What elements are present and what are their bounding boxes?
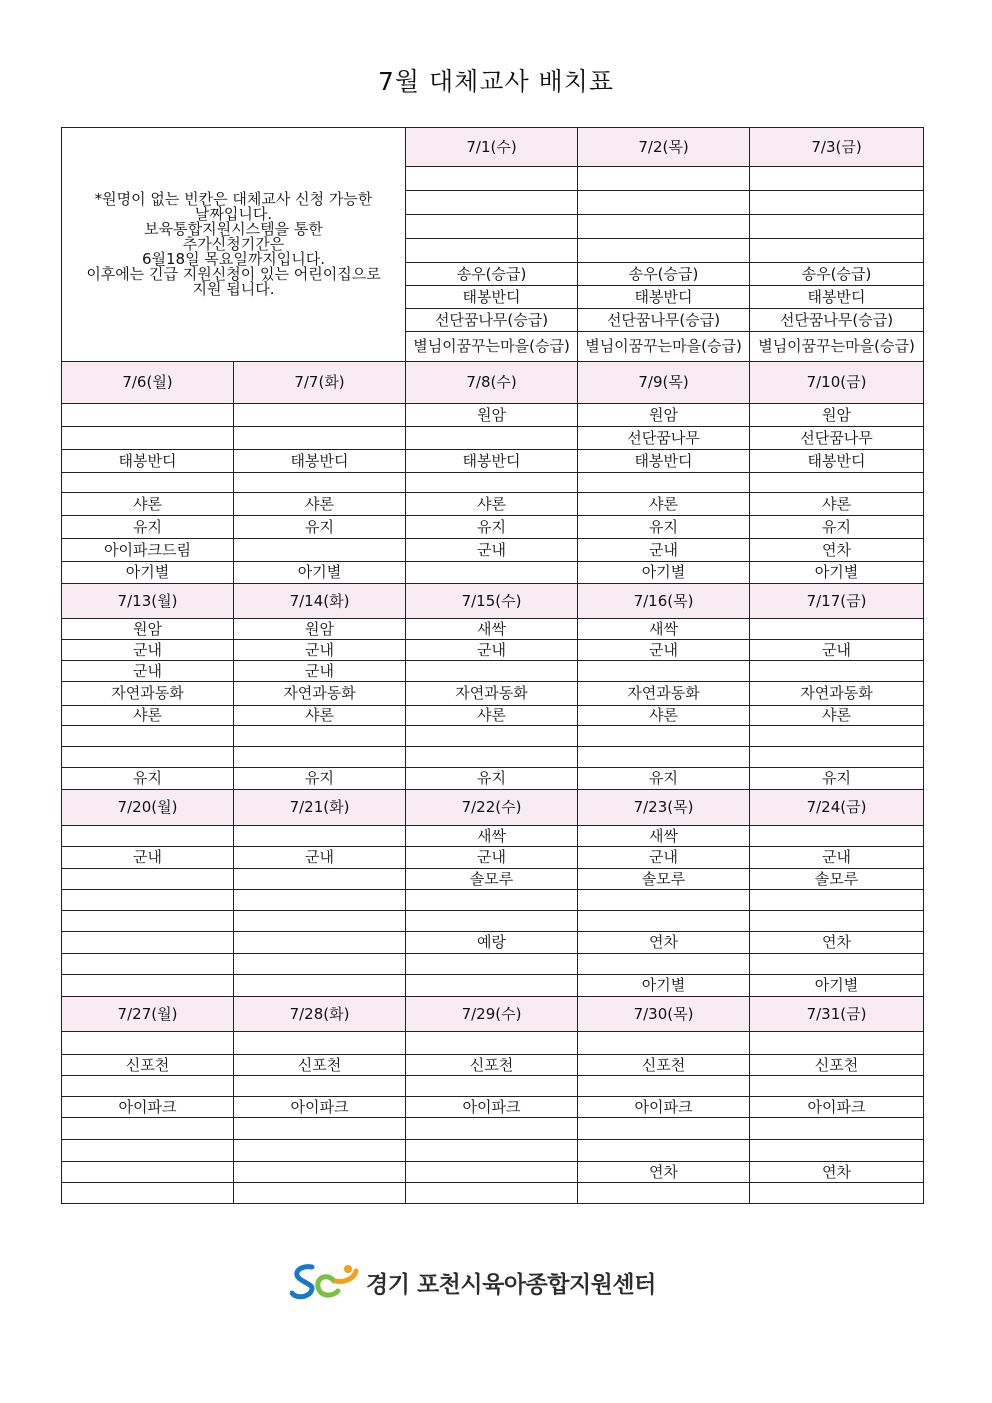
schedule-cell: 유지 [62,516,234,539]
schedule-cell: 자연과동화 [406,682,578,706]
notice-line: 보육통합지원시스템을 통한 [144,220,323,238]
date-header: 7/8(수) [406,362,578,404]
schedule-cell [406,726,578,747]
schedule-table [61,127,924,1204]
schedule-cell: 샤론 [62,493,234,516]
schedule-cell [406,191,578,215]
schedule-cell [62,1162,234,1183]
schedule-cell: 선단꿈나무(승급) [750,309,924,332]
schedule-cell [406,1032,578,1055]
schedule-cell [234,954,406,975]
schedule-cell [234,1076,406,1097]
schedule-cell [750,890,924,911]
schedule-cell [406,215,578,239]
schedule-cell: 유지 [234,768,406,790]
schedule-cell [234,869,406,890]
schedule-cell: 샤론 [750,493,924,516]
date-header: 7/14(화) [234,584,406,619]
schedule-cell [234,1162,406,1183]
schedule-cell: 선단꿈나무 [578,427,750,450]
schedule-cell [750,661,924,682]
schedule-cell: 송우(승급) [406,263,578,286]
schedule-cell [62,427,234,450]
schedule-cell [406,747,578,768]
schedule-cell: 군내 [578,539,750,562]
schedule-cell: 선단꿈나무(승급) [578,309,750,332]
schedule-cell [750,619,924,640]
schedule-cell: 신포천 [578,1055,750,1076]
schedule-cell [234,1032,406,1055]
schedule-cell: 자연과동화 [578,682,750,706]
schedule-cell [234,726,406,747]
notice-line: 6월18일 목요일까지입니다. [141,250,326,268]
schedule-cell [406,562,578,584]
schedule-cell: 아이파크 [406,1097,578,1118]
schedule-cell [578,191,750,215]
date-header: 7/21(화) [234,790,406,826]
notice-text [62,128,406,362]
schedule-cell [578,726,750,747]
date-header: 7/24(금) [750,790,924,826]
schedule-cell: 아이파크 [750,1097,924,1118]
schedule-cell: 송우(승급) [578,263,750,286]
schedule-cell: 태봉반디 [578,286,750,309]
schedule-cell: 샤론 [406,493,578,516]
schedule-cell: 연차 [578,1162,750,1183]
schedule-cell: 원암 [750,404,924,427]
schedule-cell [406,1076,578,1097]
schedule-cell [750,826,924,847]
schedule-cell [234,473,406,493]
schedule-cell [750,1032,924,1055]
schedule-cell [406,473,578,493]
schedule-cell [406,1183,578,1204]
date-header: 7/10(금) [750,362,924,404]
schedule-cell [62,1032,234,1055]
schedule-cell [62,826,234,847]
schedule-cell: 샤론 [62,706,234,726]
schedule-cell: 유지 [406,768,578,790]
schedule-cell: 아이파크 [234,1097,406,1118]
schedule-cell [406,661,578,682]
schedule-cell: 아기별 [62,562,234,584]
schedule-cell [406,1118,578,1140]
schedule-cell: 유지 [234,516,406,539]
schedule-cell [234,1118,406,1140]
schedule-cell: 군내 [406,640,578,661]
schedule-cell [62,473,234,493]
schedule-cell [234,1140,406,1162]
schedule-cell [406,167,578,191]
schedule-cell [750,1118,924,1140]
schedule-cell [578,954,750,975]
schedule-cell: 자연과동화 [234,682,406,706]
date-header: 7/30(목) [578,997,750,1032]
schedule-cell: 샤론 [578,706,750,726]
schedule-cell: 샤론 [406,706,578,726]
schedule-cell [234,932,406,954]
schedule-cell: 군내 [62,847,234,869]
date-header: 7/22(수) [406,790,578,826]
schedule-cell: 군내 [62,640,234,661]
schedule-cell: 새싹 [578,619,750,640]
schedule-cell [750,726,924,747]
notice-line: 지원 됩니다. [192,280,275,298]
center-name: 경기 포천시육아종합지원센터 [366,1271,656,1298]
schedule-cell [62,975,234,997]
schedule-cell: 신포천 [234,1055,406,1076]
schedule-cell: 태봉반디 [62,450,234,473]
schedule-cell [406,239,578,263]
schedule-cell: 태봉반디 [578,450,750,473]
schedule-cell [62,932,234,954]
schedule-cell: 선단꿈나무(승급) [406,309,578,332]
schedule-cell: 원암 [234,619,406,640]
date-header: 7/6(월) [62,362,234,404]
schedule-cell [234,539,406,562]
center-logo-icon [290,1261,360,1303]
schedule-cell: 군내 [750,640,924,661]
date-header: 7/27(월) [62,997,234,1032]
schedule-cell: 연차 [750,539,924,562]
schedule-cell [62,869,234,890]
schedule-cell [234,826,406,847]
schedule-cell: 군내 [750,847,924,869]
date-header: 7/29(수) [406,997,578,1032]
date-header: 7/7(화) [234,362,406,404]
schedule-cell: 유지 [578,768,750,790]
schedule-cell [750,1183,924,1204]
schedule-cell: 아이파크드림 [62,539,234,562]
schedule-cell: 원암 [406,404,578,427]
notice-line: *원명이 없는 빈칸은 대체교사 신청 가능한 [94,190,373,208]
schedule-cell: 태봉반디 [750,286,924,309]
schedule-cell [750,1140,924,1162]
schedule-cell [234,404,406,427]
date-header: 7/3(금) [750,128,924,167]
schedule-cell: 유지 [578,516,750,539]
schedule-cell: 군내 [234,661,406,682]
notice-line: 이후에는 긴급 지원신청이 있는 어린이집으로 [86,265,381,283]
notice-line: 날짜입니다. [194,205,273,223]
schedule-cell: 샤론 [234,706,406,726]
schedule-cell: 군내 [234,847,406,869]
schedule-cell [750,239,924,263]
schedule-cell: 군내 [578,847,750,869]
schedule-cell: 아기별 [750,562,924,584]
schedule-cell: 신포천 [750,1055,924,1076]
schedule-cell: 선단꿈나무 [750,427,924,450]
schedule-cell [62,1183,234,1204]
schedule-cell [406,1162,578,1183]
schedule-cell: 아기별 [578,975,750,997]
date-header: 7/13(월) [62,584,234,619]
schedule-cell [750,911,924,932]
schedule-cell: 군내 [62,661,234,682]
date-header: 7/9(목) [578,362,750,404]
date-header: 7/2(목) [578,128,750,167]
schedule-cell: 군내 [406,847,578,869]
schedule-cell: 신포천 [406,1055,578,1076]
schedule-cell [578,239,750,263]
schedule-cell [578,1140,750,1162]
schedule-cell: 솔모루 [578,869,750,890]
schedule-cell [234,890,406,911]
schedule-cell [750,747,924,768]
schedule-cell [578,1076,750,1097]
schedule-cell [62,1118,234,1140]
notice-line: 추가신청기간은 [182,235,285,253]
date-header: 7/23(목) [578,790,750,826]
schedule-cell [234,975,406,997]
schedule-cell: 자연과동화 [62,682,234,706]
schedule-cell: 별님이꿈꾸는마을(승급) [406,332,578,362]
schedule-cell: 태봉반디 [406,450,578,473]
schedule-cell: 태봉반디 [406,286,578,309]
schedule-cell: 새싹 [406,826,578,847]
date-header: 7/28(화) [234,997,406,1032]
schedule-cell [750,1076,924,1097]
schedule-cell: 유지 [750,516,924,539]
date-header: 7/17(금) [750,584,924,619]
schedule-cell: 샤론 [750,706,924,726]
schedule-cell [406,911,578,932]
schedule-cell [62,404,234,427]
schedule-cell: 솔모루 [750,869,924,890]
schedule-cell [62,1076,234,1097]
schedule-cell [406,1140,578,1162]
date-header: 7/1(수) [406,128,578,167]
schedule-cell [578,473,750,493]
date-header: 7/31(금) [750,997,924,1032]
schedule-cell: 별님이꿈꾸는마을(승급) [578,332,750,362]
schedule-cell [578,1118,750,1140]
schedule-cell: 새싹 [578,826,750,847]
date-header: 7/20(월) [62,790,234,826]
date-header: 7/15(수) [406,584,578,619]
schedule-cell [578,215,750,239]
schedule-cell [234,427,406,450]
schedule-cell [406,975,578,997]
schedule-cell [62,911,234,932]
schedule-cell [578,1183,750,1204]
schedule-cell: 신포천 [62,1055,234,1076]
schedule-cell: 아기별 [234,562,406,584]
schedule-cell [406,890,578,911]
schedule-cell [578,747,750,768]
footer-logo [290,1261,656,1303]
schedule-cell [62,890,234,911]
schedule-cell: 군내 [406,539,578,562]
schedule-cell: 유지 [62,768,234,790]
schedule-cell: 태봉반디 [750,450,924,473]
schedule-cell: 솔모루 [406,869,578,890]
schedule-cell: 샤론 [234,493,406,516]
schedule-cell [578,167,750,191]
schedule-cell: 연차 [750,1162,924,1183]
schedule-cell [406,954,578,975]
schedule-cell: 샤론 [578,493,750,516]
schedule-cell: 유지 [406,516,578,539]
schedule-cell: 연차 [578,932,750,954]
schedule-cell [578,661,750,682]
schedule-cell [578,890,750,911]
schedule-cell [62,747,234,768]
schedule-cell: 아이파크 [578,1097,750,1118]
schedule-cell: 아기별 [578,562,750,584]
schedule-cell [750,191,924,215]
date-header: 7/16(목) [578,584,750,619]
schedule-cell: 아기별 [750,975,924,997]
schedule-cell: 태봉반디 [234,450,406,473]
schedule-cell: 군내 [234,640,406,661]
schedule-cell: 새싹 [406,619,578,640]
schedule-cell: 원암 [62,619,234,640]
schedule-cell: 원암 [578,404,750,427]
schedule-cell: 자연과동화 [750,682,924,706]
schedule-cell [750,215,924,239]
schedule-cell [62,726,234,747]
schedule-cell: 별님이꿈꾸는마을(승급) [750,332,924,362]
schedule-cell: 송우(승급) [750,263,924,286]
schedule-cell [234,911,406,932]
schedule-cell: 예랑 [406,932,578,954]
schedule-cell: 연차 [750,932,924,954]
schedule-cell: 아이파크 [62,1097,234,1118]
schedule-cell: 유지 [750,768,924,790]
schedule-cell [750,954,924,975]
schedule-cell [62,1140,234,1162]
schedule-cell: 군내 [578,640,750,661]
schedule-cell [750,167,924,191]
schedule-cell [234,747,406,768]
schedule-cell [62,954,234,975]
schedule-cell [578,911,750,932]
schedule-cell [406,427,578,450]
schedule-cell [234,1183,406,1204]
schedule-cell [750,473,924,493]
schedule-cell [578,1032,750,1055]
page-title: 7월 대체교사 배치표 [378,67,614,96]
